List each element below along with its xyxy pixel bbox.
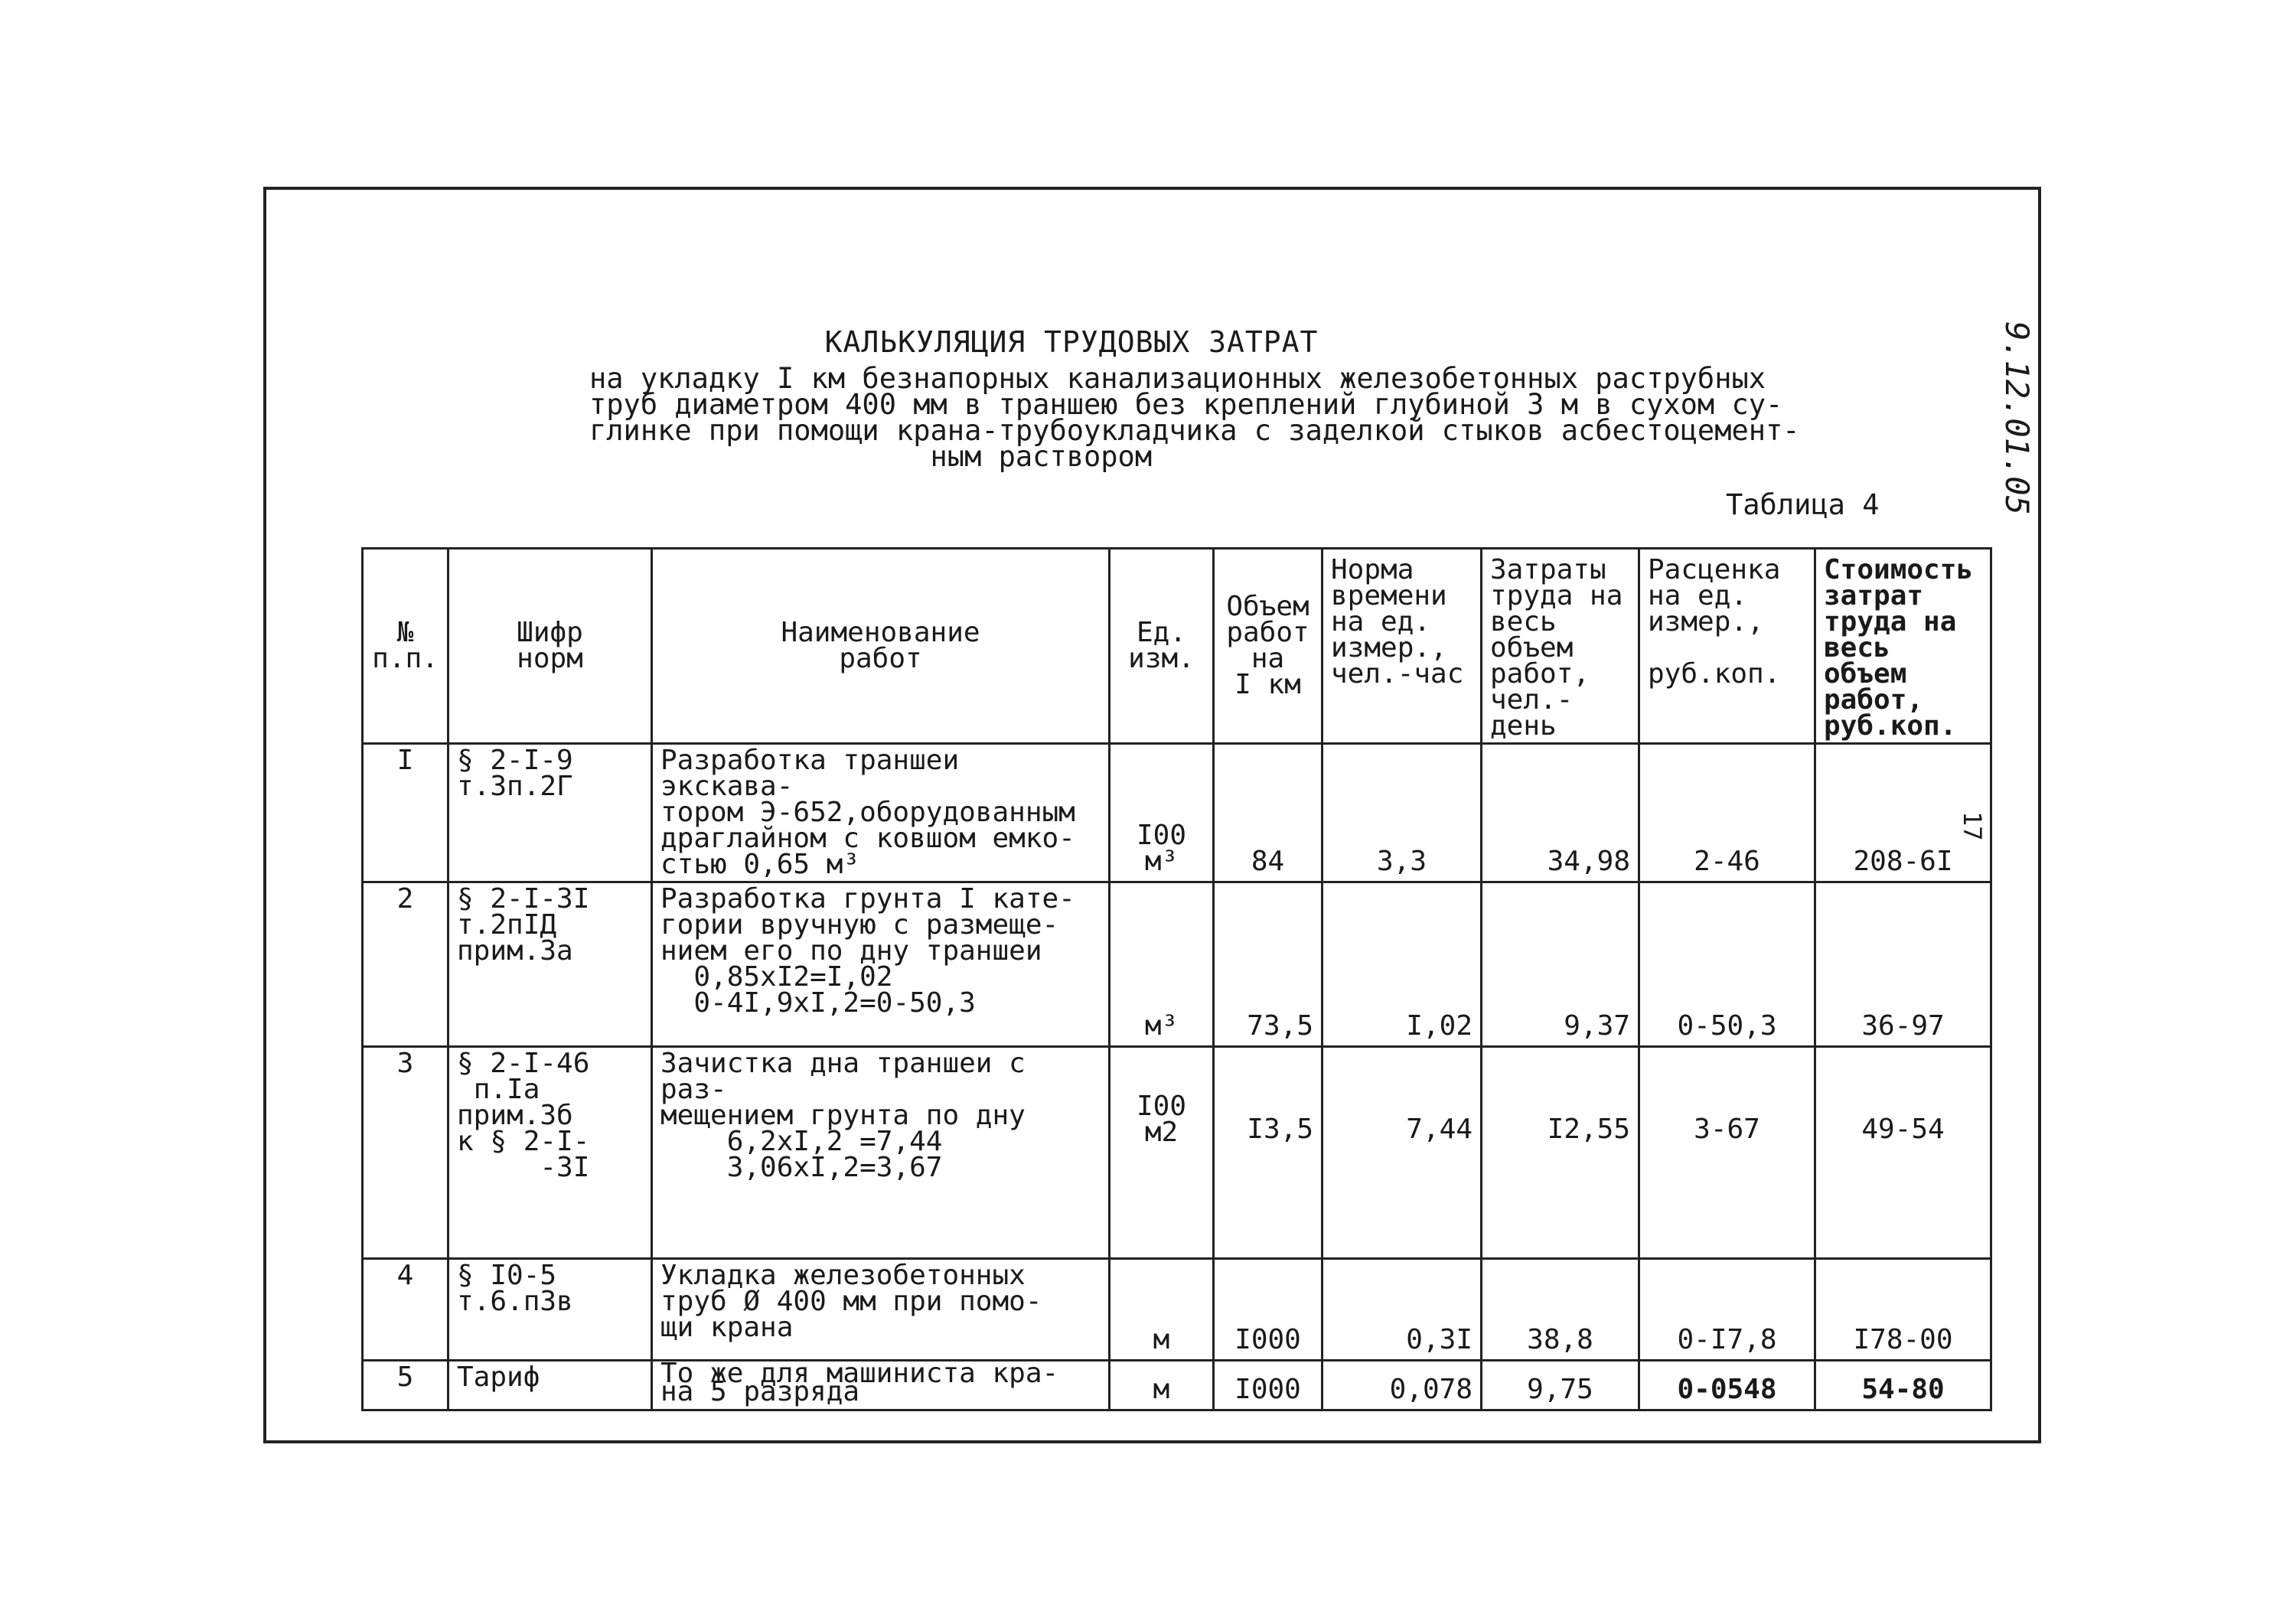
- row-code: Тариф: [448, 1361, 652, 1410]
- row-name: То же для машиниста кра- на 5 разряда: [652, 1361, 1110, 1410]
- document-code: 9.12.01.05: [1998, 321, 2036, 515]
- row-num: 5: [363, 1361, 448, 1410]
- row-volume: I3,5: [1214, 1047, 1322, 1259]
- header-labor: Затраты труда на весь объем работ, чел.-день: [1482, 549, 1639, 744]
- row-num: I: [363, 744, 448, 882]
- row-volume: 84: [1214, 744, 1322, 882]
- row-name: Разработка траншеи экскава- тором Э-652,оборудованным драглайном с ковшом емко- стью 0,65 м³: [652, 744, 1110, 882]
- row-volume: 73,5: [1214, 882, 1322, 1047]
- table-row: [363, 1259, 1991, 1361]
- row-num: 3: [363, 1047, 448, 1259]
- row-unit: м: [1110, 1361, 1214, 1410]
- row-labor: 38,8: [1482, 1259, 1639, 1361]
- row-code: § 2-I-46 п.Iа прим.3б к § 2-I- -3I: [448, 1047, 652, 1259]
- row-norm: 3,3: [1322, 744, 1482, 882]
- table-header-row: [363, 549, 1991, 744]
- table-row: [363, 1047, 1991, 1259]
- row-num: 4: [363, 1259, 448, 1361]
- row-rate: 2-46: [1639, 744, 1815, 882]
- row-labor: 9,75: [1482, 1361, 1639, 1410]
- row-num: 2: [363, 882, 448, 1047]
- header-unit: Ед. изм.: [1110, 549, 1214, 744]
- row-code: § 2-I-3I т.2пIД прим.3а: [448, 882, 652, 1047]
- row-volume: I000: [1214, 1259, 1322, 1361]
- row-cost: 208-6I: [1815, 744, 1991, 882]
- row-unit: I00 м2: [1110, 1047, 1214, 1259]
- row-rate: 0-0548: [1639, 1361, 1815, 1410]
- row-unit: м: [1110, 1259, 1214, 1361]
- row-code: § 2-I-9 т.3п.2Г: [448, 744, 652, 882]
- header-name: Наименование работ: [652, 549, 1110, 744]
- row-norm: I,02: [1322, 882, 1482, 1047]
- row-cost: 54-80: [1815, 1361, 1991, 1410]
- row-rate: 0-50,3: [1639, 882, 1815, 1047]
- row-labor: I2,55: [1482, 1047, 1639, 1259]
- row-cost: 36-97: [1815, 882, 1991, 1047]
- row-unit: I00 м³: [1110, 744, 1214, 882]
- row-unit: м³: [1110, 882, 1214, 1047]
- document-subtitle: на укладку I км безнапорных канализационных железобетонных раструбных труб диаметром 400 мм в траншею без креплений глубиной 3 м в сухом су- глинке при помощи крана-трубоукладчика с заделкой стыков асбестоцемент- ным раствором: [589, 362, 1800, 473]
- document-title: КАЛЬКУЛЯЦИЯ ТРУДОВЫХ ЗАТРАТ: [824, 325, 1319, 359]
- row-volume: I000: [1214, 1361, 1322, 1410]
- table-label: Таблица 4: [1726, 488, 1880, 521]
- table-row: [363, 1361, 1991, 1410]
- row-cost: 49-54: [1815, 1047, 1991, 1259]
- row-name: Разработка грунта I кате- гории вручную с размеще- нием его по дну траншеи 0,85xI2=I,02 0-4I,9xI,2=0-50,3: [652, 882, 1110, 1047]
- table-row: [363, 744, 1991, 882]
- row-rate: 0-I7,8: [1639, 1259, 1815, 1361]
- row-labor: 34,98: [1482, 744, 1639, 882]
- row-labor: 9,37: [1482, 882, 1639, 1047]
- row-norm: 0,078: [1322, 1361, 1482, 1410]
- header-volume: Объем работ на I км: [1214, 549, 1322, 744]
- row-norm: 7,44: [1322, 1047, 1482, 1259]
- table-row: [363, 882, 1991, 1047]
- row-norm: 0,3I: [1322, 1259, 1482, 1361]
- row-rate: 3-67: [1639, 1047, 1815, 1259]
- header-num: № п.п.: [363, 549, 448, 744]
- header-rate: Расценка на ед. измер., руб.коп.: [1639, 549, 1815, 744]
- row-name: Зачистка дна траншеи с раз- мещением грунта по дну 6,2xI,2 =7,44 3,06xI,2=3,67: [652, 1047, 1110, 1259]
- page-number: 17: [1958, 811, 1987, 841]
- row-cost: I78-00: [1815, 1259, 1991, 1361]
- header-code: Шифр норм: [448, 549, 652, 744]
- row-code: § I0-5 т.6.п3в: [448, 1259, 652, 1361]
- labor-cost-table: [361, 547, 1992, 1411]
- row-name: Укладка железобетонных труб Ø 400 мм при помо- щи крана: [652, 1259, 1110, 1361]
- header-cost: Стоимость затрат труда на весь объем работ, руб.коп.: [1815, 549, 1991, 744]
- header-norm: Норма времени на ед. измер., чел.-час: [1322, 549, 1482, 744]
